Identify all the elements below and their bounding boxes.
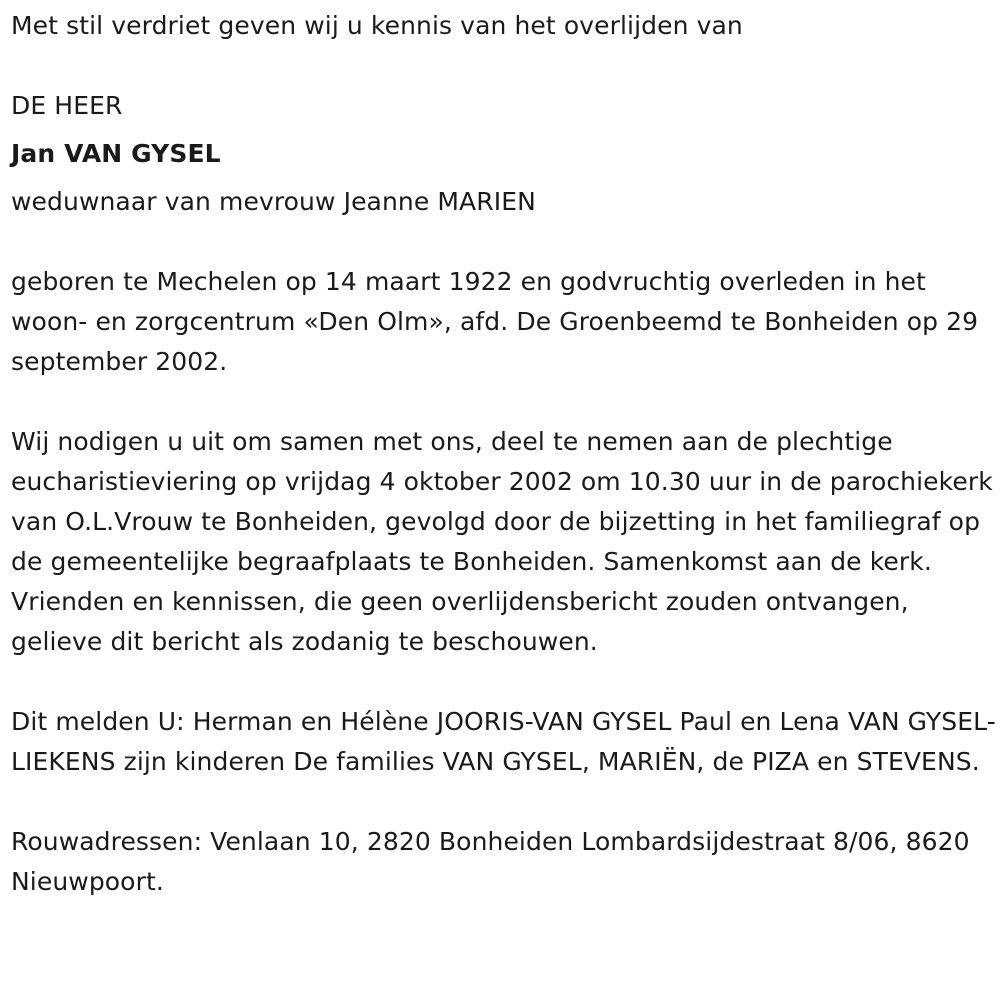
spacer (11, 222, 996, 262)
addresses-paragraph: Rouwadressen: Venlaan 10, 2820 Bonheiden Lombardsijdestraat 8/06, 8620 Nieuwpoort. (11, 827, 970, 896)
ceremony-paragraph: Wij nodigen u uit om samen met ons, deel te nemen aan de plechtige eucharistieviering op vrijdag 4 oktober 2002 om 10.30 uur in de parochiekerk van O.L.Vrouw te Bonheiden, gevolgd door de bijzetting in het familiegraf op de gemeentelijke begraafplaats te Bonheiden. Samenkomst aan de kerk. Vrienden en kennissen, die geen overlijdensbericht zouden ontvangen, gelieve dit bericht als zodanig te beschouwen. (11, 427, 993, 656)
deceased-name: Jan VAN GYSEL (11, 139, 221, 168)
spacer (11, 662, 996, 702)
honorific: DE HEER (11, 91, 123, 120)
spacer (11, 174, 996, 182)
intro-text: Met stil verdriet geven wij u kennis van het overlijden van (11, 11, 743, 40)
death-notice (11, 6, 996, 902)
relation-text: weduwnaar van mevrouw Jeanne MARIEN (11, 187, 536, 216)
spacer (11, 126, 996, 134)
family-paragraph: Dit melden U: Herman en Hélène JOORIS-VAN GYSEL Paul en Lena VAN GYSEL-LIEKENS zijn kinderen De families VAN GYSEL, MARIËN, de PIZA en STEVENS. (11, 707, 996, 776)
spacer (11, 782, 996, 822)
birth-death-paragraph: geboren te Mechelen op 14 maart 1922 en godvruchtig overleden in het woon- en zorgcentrum «Den Olm», afd. De Groenbeemd te Bonheiden op 29 september 2002. (11, 267, 979, 376)
spacer (11, 382, 996, 422)
spacer (11, 46, 996, 86)
